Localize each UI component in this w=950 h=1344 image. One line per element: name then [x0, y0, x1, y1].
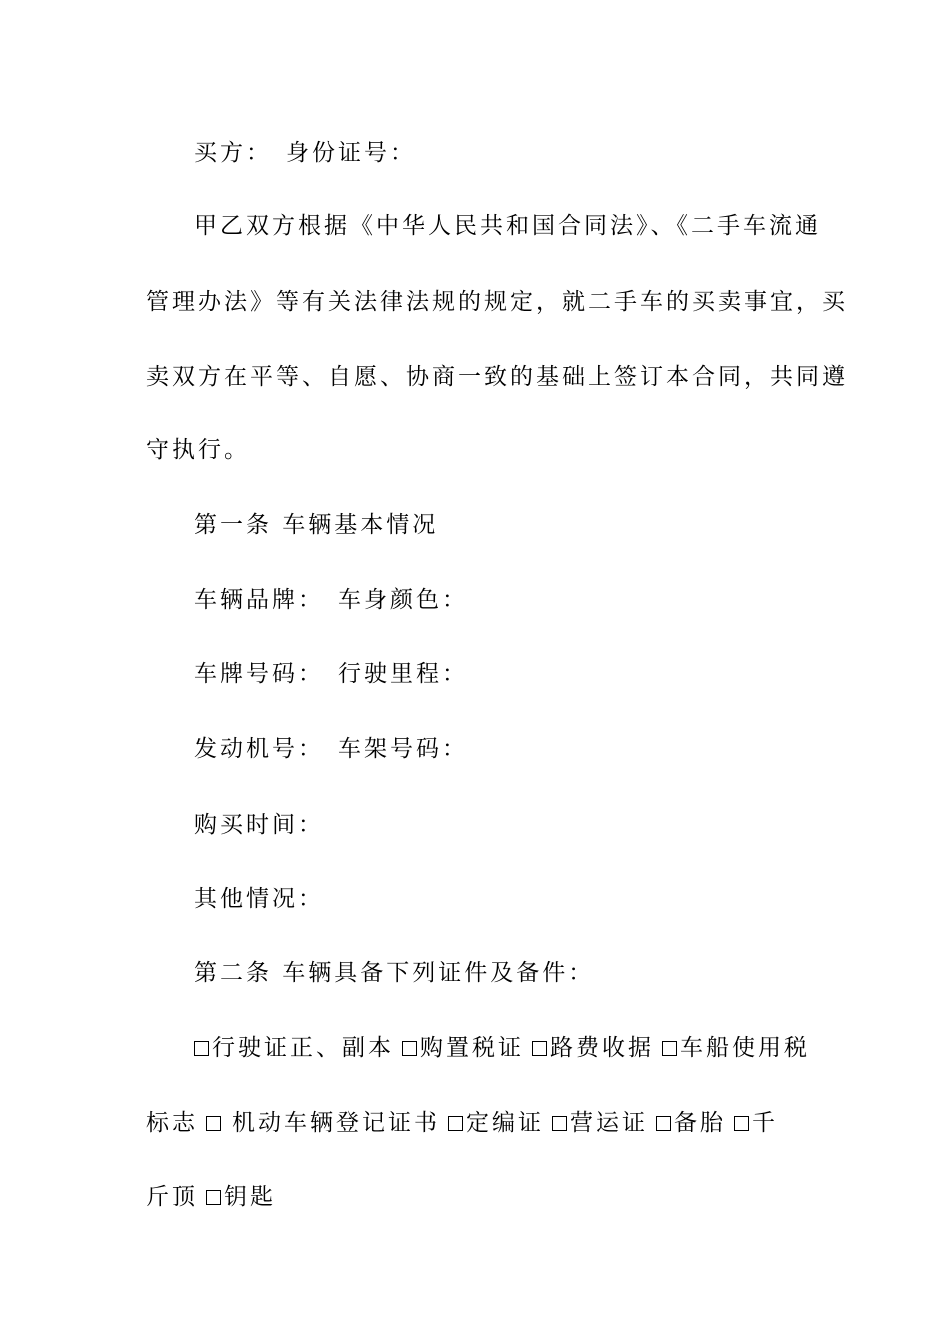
documents-line-3 — [146, 1177, 806, 1217]
other-info-label: 其他情况： — [194, 886, 324, 912]
documents-line-1 — [194, 1028, 810, 1068]
checkbox-icon[interactable] — [448, 1116, 463, 1131]
checkbox-icon[interactable] — [552, 1116, 567, 1131]
document-item: 千 — [752, 1110, 778, 1136]
checkbox-icon[interactable] — [734, 1116, 749, 1131]
documents-line-2 — [146, 1103, 806, 1143]
document-item: 斤顶 — [146, 1184, 198, 1210]
document-item: 路费收据 — [550, 1035, 654, 1061]
article-1-title: 第一条 车辆基本情况 — [194, 512, 439, 538]
checkbox-icon[interactable] — [206, 1190, 221, 1205]
document-item: 购置税证 — [420, 1035, 524, 1061]
mileage-label: 行驶里程： — [338, 661, 468, 687]
preamble-line-2: 管理办法》等有关法律法规的规定，就二手车的买卖事宜，买 — [146, 289, 848, 315]
checkbox-icon[interactable] — [662, 1041, 677, 1056]
buyer-line — [194, 133, 806, 173]
checkbox-icon[interactable] — [532, 1041, 547, 1056]
document-item: 行驶证正、副本 — [212, 1035, 394, 1061]
plate-mileage-line — [194, 654, 806, 694]
purchase-time-label: 购买时间： — [194, 812, 324, 838]
checkbox-icon[interactable] — [402, 1041, 417, 1056]
checkbox-icon[interactable] — [206, 1116, 221, 1131]
document-item: 标志 — [146, 1110, 198, 1136]
document-item: 机动车辆登记证书 — [232, 1110, 440, 1136]
color-label: 车身颜色： — [338, 587, 468, 613]
checkbox-icon[interactable] — [194, 1041, 209, 1056]
document-item: 营运证 — [570, 1110, 648, 1136]
document-item: 备胎 — [674, 1110, 726, 1136]
frame-label: 车架号码： — [338, 736, 468, 762]
engine-frame-line — [194, 729, 806, 769]
document-item: 定编证 — [466, 1110, 544, 1136]
checkbox-icon[interactable] — [656, 1116, 671, 1131]
preamble-line-3: 卖双方在平等、自愿、协商一致的基础上签订本合同，共同遵 — [146, 364, 848, 390]
id-number-label: 身份证号： — [286, 140, 416, 166]
buyer-label: 买方： — [194, 140, 272, 166]
document-item: 车船使用税 — [680, 1035, 810, 1061]
engine-label: 发动机号： — [194, 736, 324, 762]
brand-color-line — [194, 580, 806, 620]
preamble-line-4: 守执行。 — [146, 437, 250, 463]
preamble-line-1: 甲乙双方根据《中华人民共和国合同法》、《二手车流通 — [194, 213, 821, 239]
document-item: 钥匙 — [224, 1184, 276, 1210]
plate-label: 车牌号码： — [194, 661, 324, 687]
article-2-title: 第二条 车辆具备下列证件及备件： — [194, 960, 595, 986]
brand-label: 车辆品牌： — [194, 587, 324, 613]
